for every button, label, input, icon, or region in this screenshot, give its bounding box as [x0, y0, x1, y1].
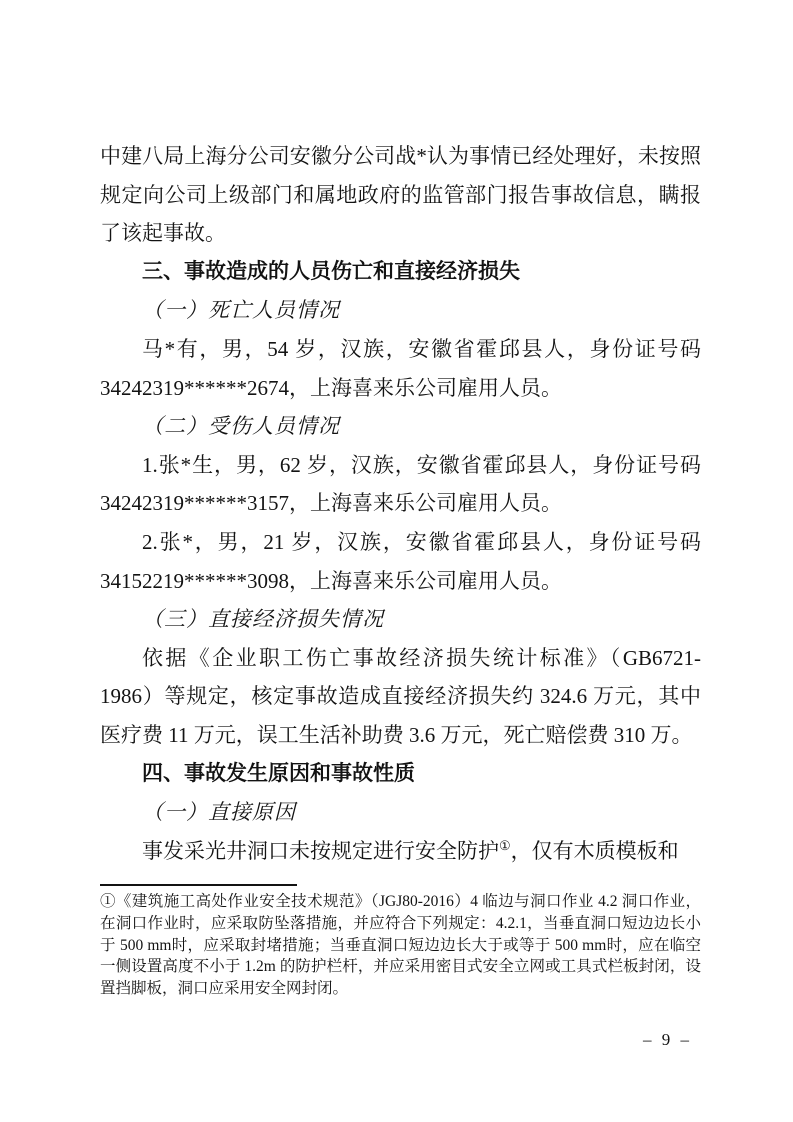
subsection-heading-deaths: （一）死亡人员情况 — [142, 298, 340, 323]
paragraph-direct-cause — [100, 832, 701, 871]
direct-cause-text-end: ，仅有木质模板和 — [510, 838, 679, 863]
footnote-separator-line — [100, 884, 297, 886]
footnote-area — [100, 884, 701, 1000]
paragraph-injured-person-1: 1.张*生，男，62 岁，汉族，安徽省霍邱县人，身份证号码34242319******3157，上海喜来乐公司雇用人员。 — [100, 452, 701, 516]
subsection-heading-direct-cause: （一）直接原因 — [142, 800, 296, 825]
paragraph-economic-loss: 依据《企业职工伤亡事故经济损失统计标准》（GB6721-1986）等规定，核定事故造成直接经济损失约 324.6 万元，其中医疗费 11 万元，误工生活补助费 3.6 万元，死亡赔偿费 310 万。 — [100, 645, 701, 747]
document-body — [100, 137, 701, 870]
paragraph-injured-person-2: 2.张*，男，21 岁，汉族，安徽省霍邱县人，身份证号码34152219******3098，上海喜来乐公司雇用人员。 — [100, 529, 701, 593]
section-heading-causes-nature: 四、事故发生原因和事故性质 — [142, 761, 415, 785]
footnote-text: ①《建筑施工高处作业安全技术规范》（JGJ80-2016）4 临边与洞口作业 4.2 洞口作业，在洞口作业时，应采取防坠落措施，并应符合下列规定：4.2.1，当垂直洞口短边边长小于 500 mm时，应采取封堵措施；当垂直洞口短边边长大于或等于 500 mm时，应在临空一侧设置高度不小于 1.2m 的防护栏杆，并应采用密目式安全立网或工具式栏板封闭，设置挡脚板，洞口应采用安全网封闭。 — [100, 893, 701, 998]
subsection-heading-injured: （二）受伤人员情况 — [142, 414, 340, 439]
footnote-reference-marker: ① — [499, 837, 511, 853]
section-heading-casualties-losses: 三、事故造成的人员伤亡和直接经济损失 — [142, 259, 520, 283]
paragraph-carryover: 中建八局上海分公司安徽分公司战*认为事情已经处理好，未按照规定向公司上级部门和属地政府的监管部门报告事故信息，瞒报了该起事故。 — [100, 144, 701, 246]
subsection-heading-economic-loss: （三）直接经济损失情况 — [142, 607, 384, 632]
paragraph-death-person: 马*有，男，54 岁，汉族，安徽省霍邱县人，身份证号码34242319******2674，上海喜来乐公司雇用人员。 — [100, 336, 701, 400]
page-number: – 9 – — [643, 1030, 692, 1049]
direct-cause-text-start: 事发采光井洞口未按规定进行安全防护 — [142, 838, 499, 863]
